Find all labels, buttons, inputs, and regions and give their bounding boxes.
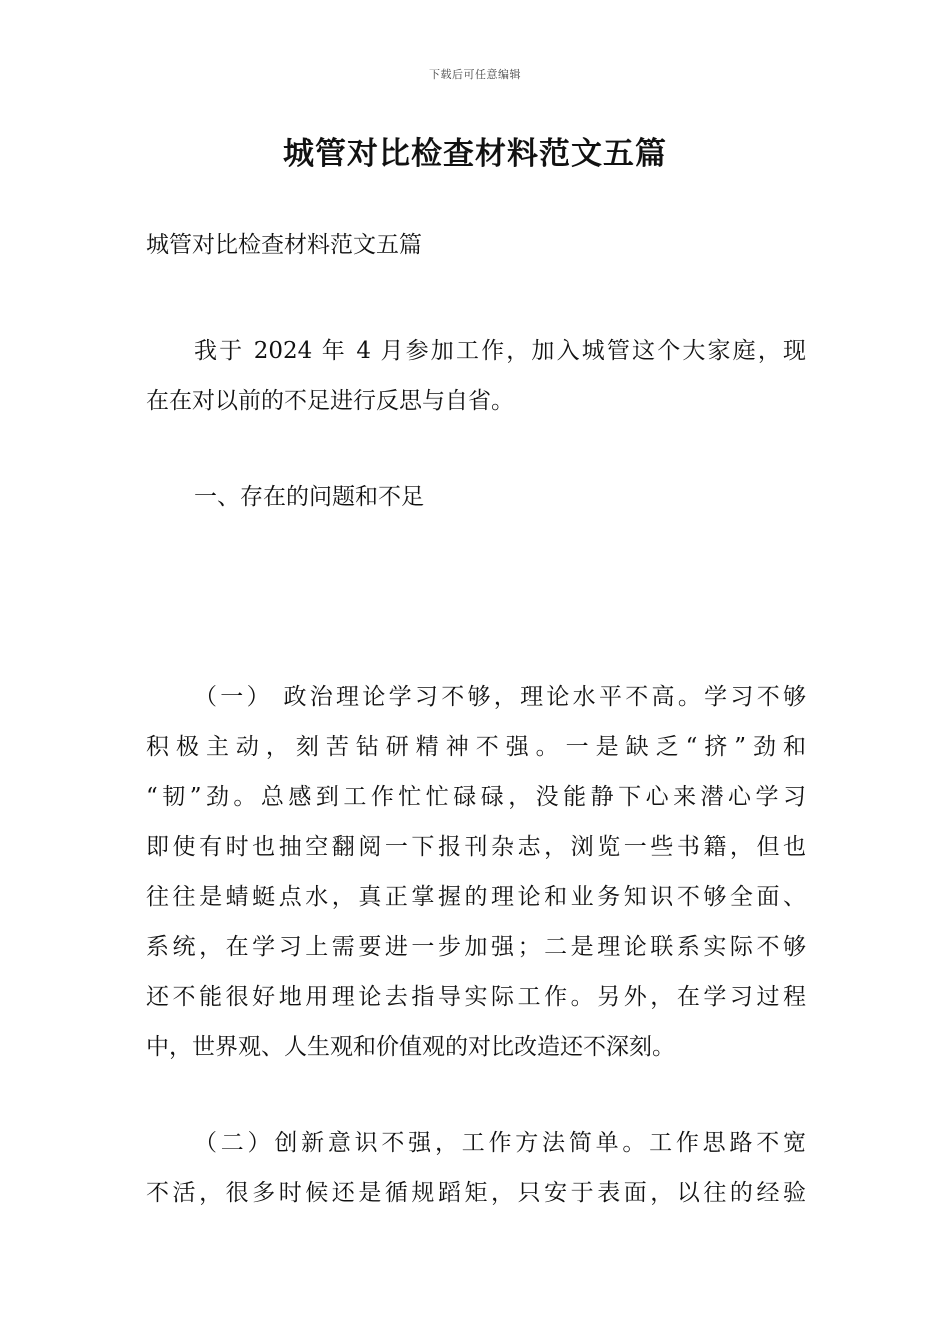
document-title: 城管对比检查材料范文五篇 xyxy=(283,136,667,172)
paragraph-line: 系统，在学习上需要进一步加强；二是理论联系实际不够 xyxy=(146,934,806,960)
paragraph-line: 不活，很多时候还是循规蹈矩，只安于表面，以往的经验 xyxy=(146,1180,806,1206)
paragraph-line: 往往是蜻蜓点水，真正掌握的理论和业务知识不够全面、 xyxy=(146,884,806,910)
document-subtitle xyxy=(146,220,806,270)
paragraph-line: 还不能很好地用理论去指导实际工作。另外，在学习过程 xyxy=(146,984,806,1010)
paragraph-line: 在在对以前的不足进行反思与自省。 xyxy=(146,388,514,414)
header-note: 下载后可任意编辑 xyxy=(429,68,521,81)
paragraph-line: 积极主动，刻苦钻研精神不强。一是缺乏“挤”劲和 xyxy=(146,734,806,760)
paragraph-line: 我于 2024 年 4 月参加工作，加入城管这个大家庭，现 xyxy=(194,338,806,364)
paragraph-line: （一） 政治理论学习不够，理论水平不高。学习不够 xyxy=(194,684,806,710)
paragraph-line: （二）创新意识不强，工作方法简单。工作思路不宽 xyxy=(194,1130,806,1156)
item-two-paragraph xyxy=(146,1118,806,1218)
section-heading-line: 一、存在的问题和不足 xyxy=(194,484,424,510)
paragraph-line: 即使有时也抽空翻阅一下报刊杂志，浏览一些书籍，但也 xyxy=(146,834,806,860)
intro-paragraph xyxy=(146,326,806,426)
section-heading xyxy=(146,472,806,522)
paragraph-line: “韧”劲。总感到工作忙忙碌碌，没能静下心来潜心学习 xyxy=(146,784,806,810)
item-one-paragraph xyxy=(146,672,806,1072)
subtitle-line: 城管对比检查材料范文五篇 xyxy=(146,232,422,258)
paragraph-line: 中，世界观、人生观和价值观的对比改造还不深刻。 xyxy=(146,1034,675,1060)
